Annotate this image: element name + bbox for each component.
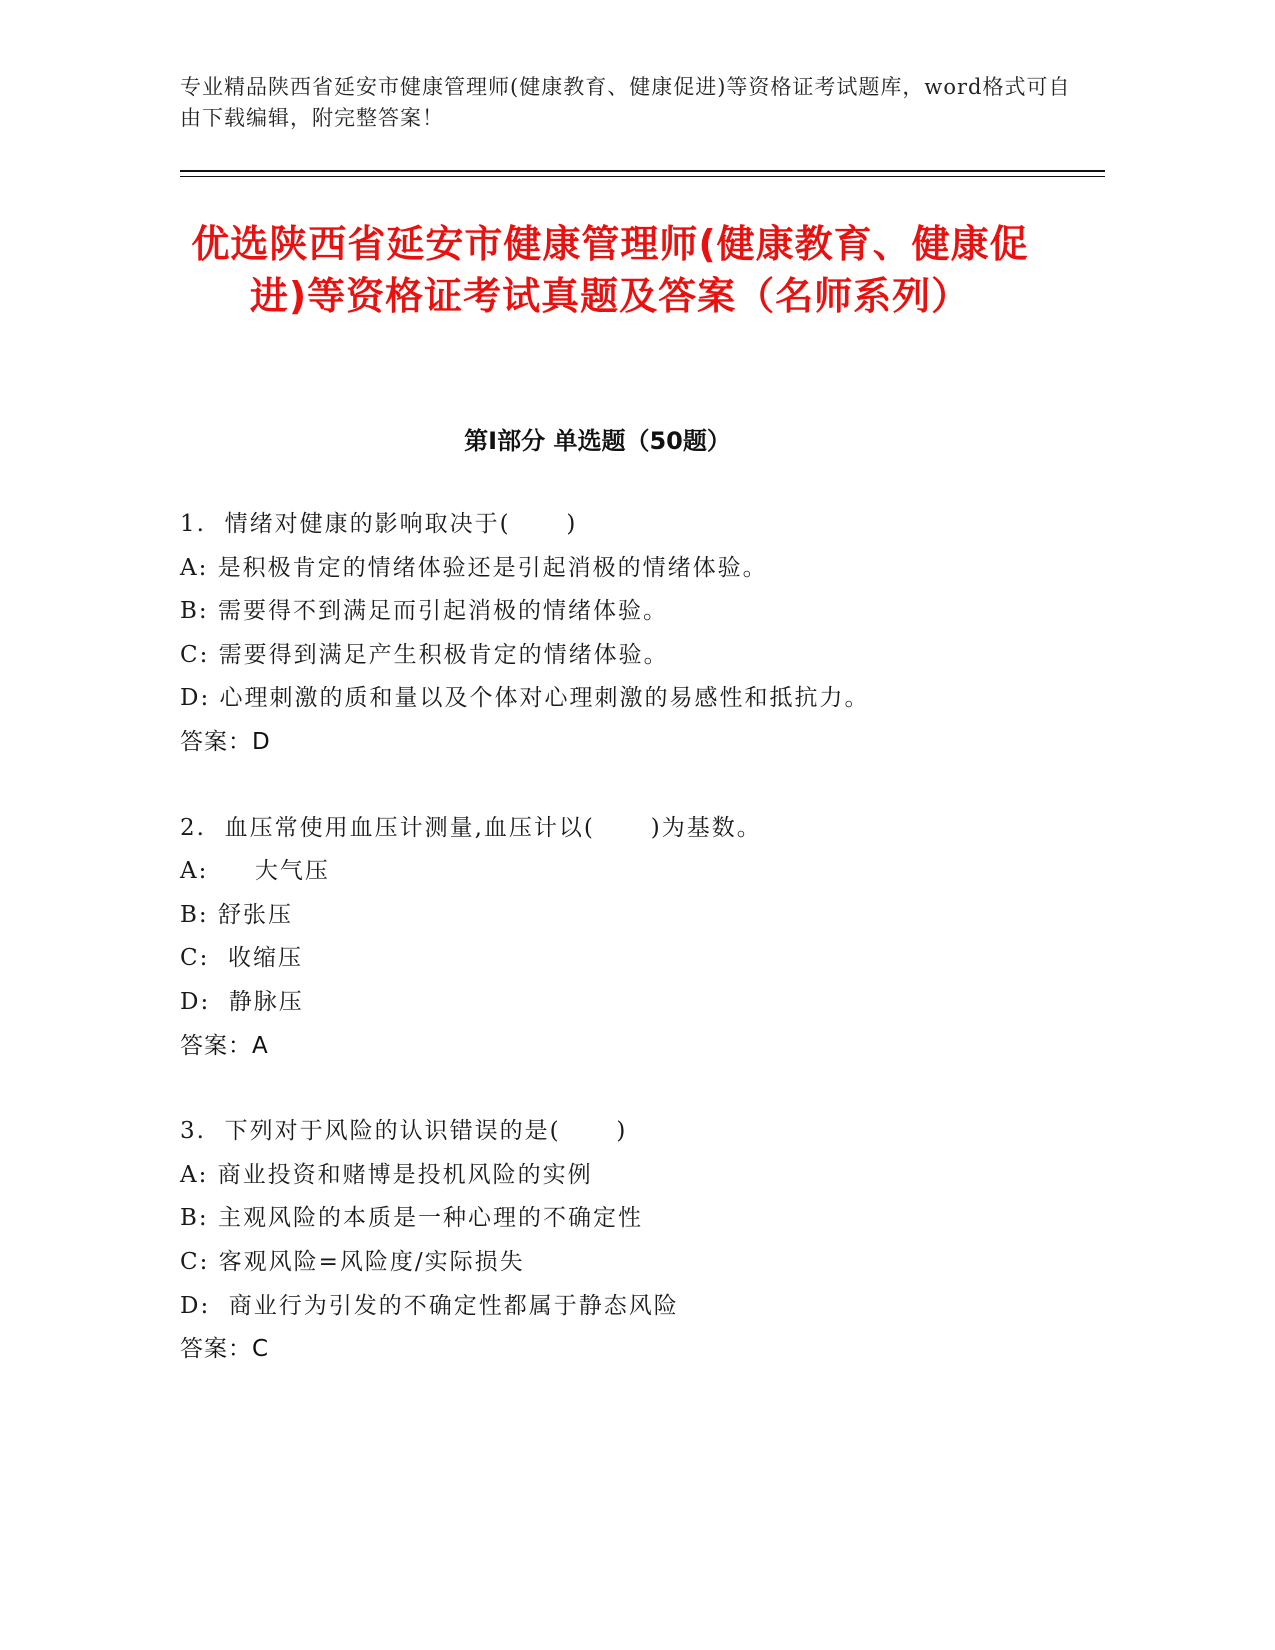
option-a: A: 大气压 <box>180 858 330 885</box>
answer: 答案：A <box>180 1032 269 1059</box>
option-a: A: 商业投资和赌博是投机风险的实例 <box>180 1161 593 1188</box>
header-note: 专业精品陕西省延安市健康管理师(健康教育、健康促进)等资格证考试题库，word格式可自由下载编辑，附完整答案！ <box>180 75 1071 130</box>
option-d: D: 商业行为引发的不确定性都属于静态风险 <box>180 1292 679 1319</box>
question-1 <box>180 503 1080 765</box>
question-stem: 3. 下列对于风险的认识错误的是( ) <box>180 1118 628 1145</box>
question-stem: 1. 情绪对健康的影响取决于( ) <box>180 511 578 537</box>
document-title: 优选陕西省延安市健康管理师(健康教育、健康促进)等资格证考试真题及答案（名师系列） <box>191 222 1029 318</box>
header-divider-thin <box>180 176 1105 177</box>
option-d: D: 心理刺激的质和量以及个体对心理刺激的易感性和抵抗力。 <box>180 685 870 712</box>
question-stem: 2. 血压常使用血压计测量,血压计以( )为基数。 <box>180 814 762 841</box>
question-list <box>180 503 1080 1414</box>
option-b: B: 主观风险的本质是一种心理的不确定性 <box>180 1205 643 1232</box>
option-a: A: 是积极肯定的情绪体验还是引起消极的情绪体验。 <box>180 554 768 581</box>
option-b: B: 舒张压 <box>180 901 293 928</box>
question-3 <box>180 1110 1080 1372</box>
header-divider-thick <box>180 170 1105 172</box>
option-d: D: 静脉压 <box>180 988 304 1015</box>
option-c: C: 客观风险=风险度/实际损失 <box>180 1248 525 1275</box>
option-c: C: 收缩压 <box>180 945 303 972</box>
answer: 答案：D <box>180 728 271 755</box>
option-c: C: 需要得到满足产生积极肯定的情绪体验。 <box>180 641 669 668</box>
section-title: 第Ⅰ部分 单选题（50题） <box>464 427 731 455</box>
option-b: B: 需要得不到满足而引起消极的情绪体验。 <box>180 598 668 625</box>
question-2 <box>180 807 1080 1069</box>
answer: 答案：C <box>180 1336 270 1363</box>
